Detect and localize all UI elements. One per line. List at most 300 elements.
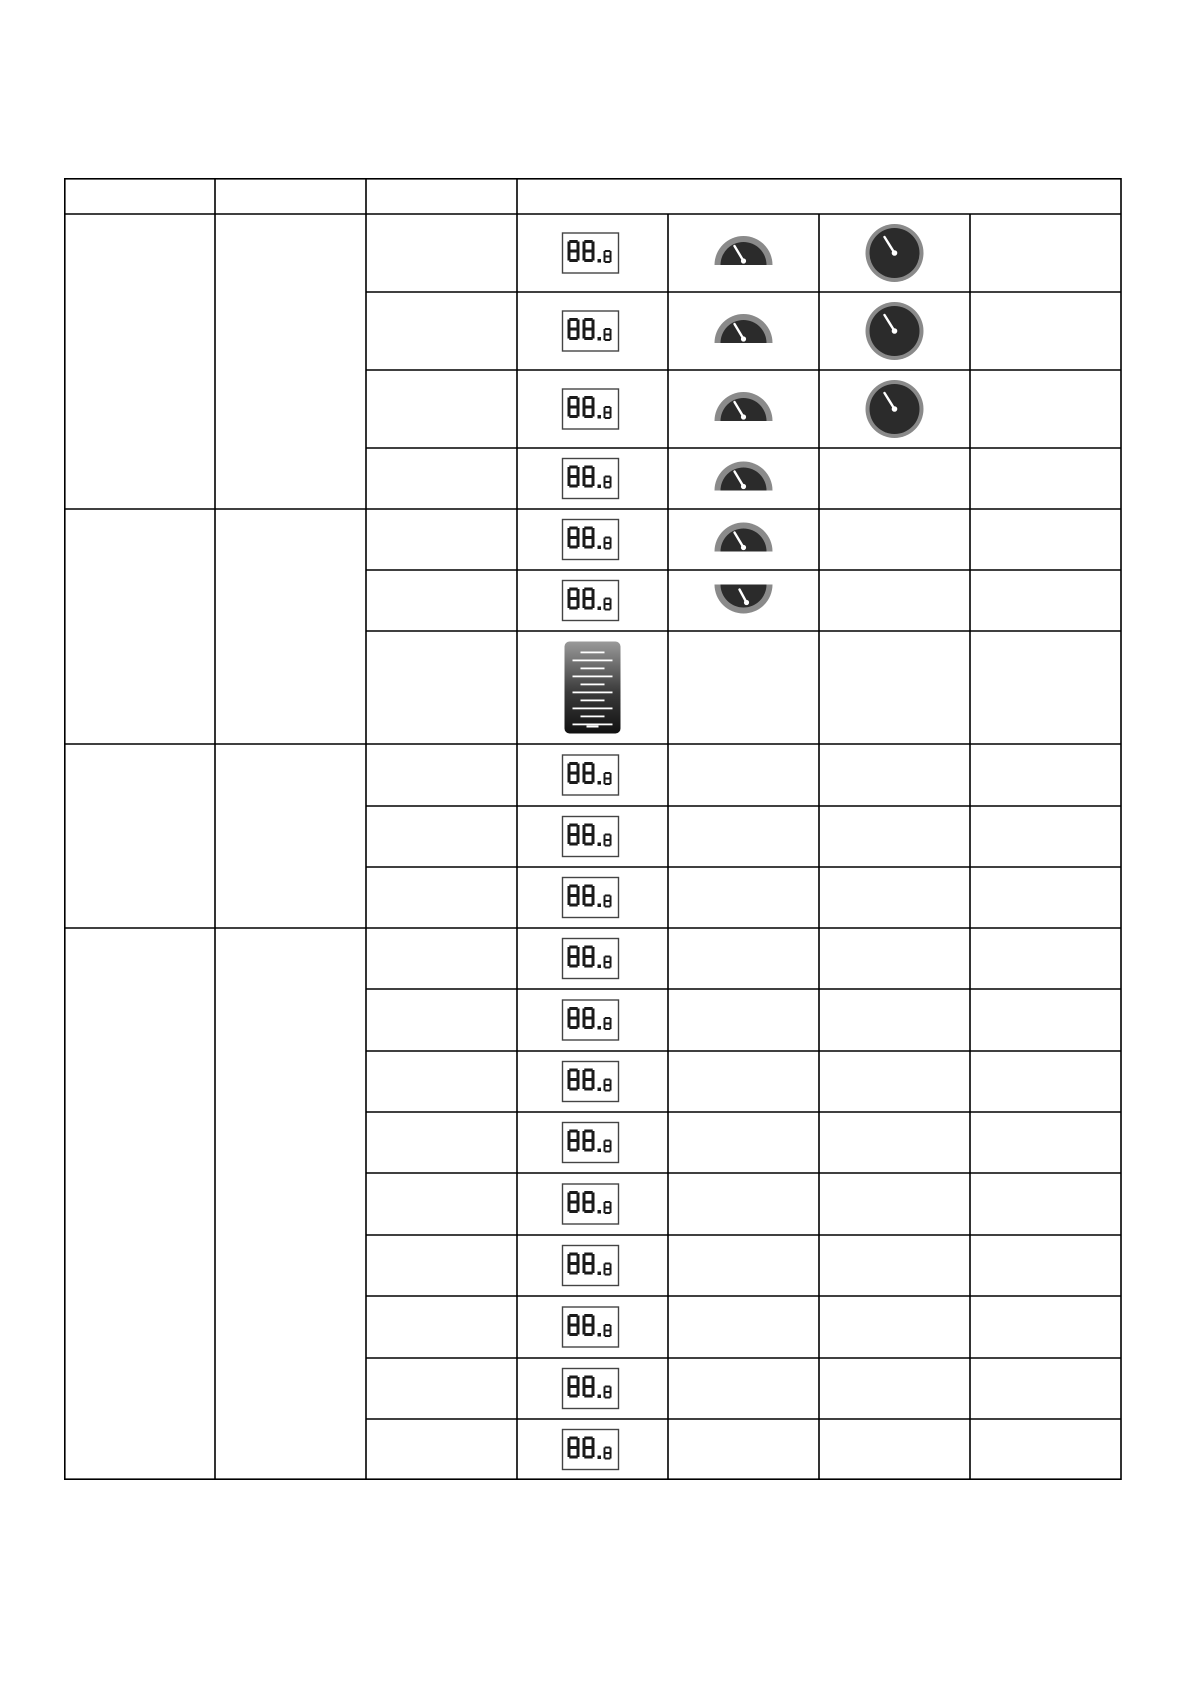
decimal-point: [598, 1456, 602, 1460]
segment: [568, 538, 571, 548]
segment: [577, 1193, 580, 1203]
segment: [584, 1191, 592, 1194]
segment: [605, 250, 611, 252]
segment: [584, 824, 592, 827]
segment: [577, 1018, 580, 1028]
segment: [569, 588, 577, 591]
segment: [605, 1017, 611, 1019]
segment: [568, 947, 571, 957]
segment: [568, 320, 571, 330]
bar-body: [565, 642, 621, 734]
segment: [583, 538, 586, 548]
segment: [583, 398, 586, 408]
segment: [568, 1448, 571, 1458]
segment: [584, 1395, 592, 1398]
seven-segment-display-icon: [563, 1123, 619, 1163]
segment: [604, 957, 606, 963]
gauge-pivot: [741, 414, 746, 419]
segment: [583, 1131, 586, 1141]
decimal-point: [598, 259, 602, 263]
segment: [568, 764, 571, 774]
segment: [610, 835, 612, 841]
header-row: [64, 178, 1121, 214]
segment: [610, 962, 612, 968]
segment: [568, 477, 571, 487]
segment: [604, 773, 606, 779]
segment: [610, 1331, 612, 1337]
segment: [569, 1324, 577, 1327]
segment: [583, 764, 586, 774]
decimal-point: [598, 485, 602, 489]
segment: [584, 337, 592, 340]
seven-segment-display-icon: [563, 1430, 619, 1470]
segment: [583, 477, 586, 487]
segment: [604, 1208, 606, 1214]
segment: [568, 1254, 571, 1264]
segment: [604, 599, 606, 605]
segment: [569, 1069, 577, 1072]
segment: [592, 1264, 595, 1274]
segment: [592, 1193, 595, 1203]
segment: [583, 1438, 586, 1448]
segment: [577, 835, 580, 845]
segment: [568, 1264, 571, 1274]
segment: [569, 1437, 577, 1440]
segment: [610, 407, 612, 413]
segment: [584, 1333, 592, 1336]
segment: [605, 537, 611, 539]
segment: [583, 773, 586, 783]
segment: [605, 1386, 611, 1388]
segment: [584, 1088, 592, 1091]
segment: [592, 1080, 595, 1090]
segment: [605, 1028, 611, 1030]
segment: [604, 962, 606, 968]
segment: [592, 251, 595, 261]
half-dial-gauge-icon: [715, 236, 773, 265]
segment: [604, 482, 606, 488]
segment: [577, 1264, 580, 1274]
bar-tick: [573, 692, 613, 694]
segment: [604, 1269, 606, 1275]
segment: [584, 833, 592, 836]
segment: [604, 413, 606, 419]
segment: [610, 1146, 612, 1152]
segment: [604, 251, 606, 257]
gauge-pivot: [892, 328, 898, 334]
segment: [583, 242, 586, 252]
segment: [584, 1456, 592, 1459]
segment: [577, 1387, 580, 1397]
segment: [592, 1316, 595, 1326]
segment: [569, 259, 577, 262]
segment: [604, 543, 606, 549]
segment: [584, 1130, 592, 1133]
segment: [569, 1139, 577, 1142]
segment: [610, 329, 612, 335]
segment: [569, 485, 577, 488]
segment: [569, 415, 577, 418]
segment: [592, 1131, 595, 1141]
segment: [568, 251, 571, 261]
segment: [605, 1458, 611, 1460]
segment: [577, 947, 580, 957]
segment: [577, 1448, 580, 1458]
segment: [577, 825, 580, 835]
segment: [605, 412, 611, 414]
segment: [577, 957, 580, 967]
segment: [605, 1023, 611, 1025]
segment: [577, 1080, 580, 1090]
segment: [610, 1269, 612, 1275]
segment: [583, 1316, 586, 1326]
segment: [592, 1448, 595, 1458]
segment: [604, 779, 606, 785]
segment: [569, 406, 577, 409]
segment: [604, 1331, 606, 1337]
seven-segment-display-icon: [563, 459, 619, 499]
segment: [592, 947, 595, 957]
segment: [569, 885, 577, 888]
segment: [569, 536, 577, 539]
segment: [592, 320, 595, 330]
decimal-point: [598, 1149, 602, 1153]
segment: [605, 906, 611, 908]
segment: [610, 1208, 612, 1214]
segment: [605, 1145, 611, 1147]
gauge-pivot: [892, 250, 898, 256]
segment: [592, 764, 595, 774]
segment: [568, 1131, 571, 1141]
segment: [605, 1079, 611, 1081]
segment: [584, 1253, 592, 1256]
decimal-point: [598, 843, 602, 847]
segment: [592, 242, 595, 252]
segment: [569, 1262, 577, 1265]
segment: [568, 398, 571, 408]
segment: [584, 546, 592, 549]
segment: [569, 527, 577, 530]
segment: [584, 527, 592, 530]
segment: [605, 476, 611, 478]
segment: [610, 957, 612, 963]
decimal-point: [598, 607, 602, 611]
segment: [604, 840, 606, 846]
segment: [569, 1149, 577, 1152]
segment: [569, 894, 577, 897]
segment: [583, 896, 586, 906]
seven-segment-display-icon: [563, 817, 619, 857]
segment: [610, 543, 612, 549]
segment: [583, 1254, 586, 1264]
segment: [583, 1009, 586, 1019]
decimal-point: [598, 1210, 602, 1214]
bar-tick: [581, 652, 605, 654]
seven-segment-display-icon: [563, 311, 619, 351]
segment: [592, 957, 595, 967]
segment: [569, 1376, 577, 1379]
segment: [577, 1131, 580, 1141]
segment: [605, 783, 611, 785]
segment: [584, 1210, 592, 1213]
segment: [605, 256, 611, 258]
segment: [592, 407, 595, 417]
segment: [592, 1438, 595, 1448]
segment: [569, 475, 577, 478]
segment: [569, 240, 577, 243]
segment: [592, 1254, 595, 1264]
segment: [569, 1078, 577, 1081]
segment: [605, 334, 611, 336]
segment: [610, 538, 612, 544]
segment: [569, 328, 577, 331]
segment: [569, 546, 577, 549]
segment: [610, 482, 612, 488]
segment: [592, 773, 595, 783]
segment: [604, 477, 606, 483]
segment: [584, 396, 592, 399]
segment: [583, 1193, 586, 1203]
segment: [584, 536, 592, 539]
segment: [592, 589, 595, 599]
segment: [568, 1070, 571, 1080]
segment: [577, 773, 580, 783]
segment: [583, 1325, 586, 1335]
segment: [584, 466, 592, 469]
segment: [569, 762, 577, 765]
bar-tick: [573, 724, 613, 726]
segment: [605, 1212, 611, 1214]
segment: [569, 607, 577, 610]
segment: [584, 250, 592, 253]
segment: [584, 406, 592, 409]
segment: [577, 538, 580, 548]
segment: [584, 762, 592, 765]
segment: [577, 467, 580, 477]
segment: [592, 1325, 595, 1335]
segment: [610, 1392, 612, 1398]
segment: [592, 835, 595, 845]
segment: [605, 778, 611, 780]
segment: [604, 1453, 606, 1459]
segment: [577, 477, 580, 487]
segment: [568, 1080, 571, 1090]
segment: [604, 1325, 606, 1331]
segment: [610, 1387, 612, 1393]
segment: [584, 1139, 592, 1142]
segment: [568, 1202, 571, 1212]
segment: [605, 598, 611, 600]
segment: [604, 1080, 606, 1086]
segment: [610, 1018, 612, 1024]
segment: [584, 1437, 592, 1440]
gauge-pivot: [744, 600, 749, 605]
segment: [605, 603, 611, 605]
segment: [605, 1391, 611, 1393]
segment: [605, 1201, 611, 1203]
segment: [568, 896, 571, 906]
segment: [584, 965, 592, 968]
segment: [584, 318, 592, 321]
segment: [569, 1272, 577, 1275]
segment: [569, 904, 577, 907]
segment: [584, 485, 592, 488]
segment: [583, 1387, 586, 1397]
seven-segment-display-icon: [563, 1062, 619, 1102]
segment: [577, 1070, 580, 1080]
segment: [577, 1316, 580, 1326]
segment: [583, 1377, 586, 1387]
segment: [577, 251, 580, 261]
segment: [592, 825, 595, 835]
segment: [610, 901, 612, 907]
segment: [605, 261, 611, 263]
segment: [584, 955, 592, 958]
segment: [605, 339, 611, 341]
half-dial-gauge-icon: [715, 392, 773, 421]
decimal-point: [598, 1026, 602, 1030]
half-dial-gauge-icon: [715, 314, 773, 343]
segment: [583, 1202, 586, 1212]
segment: [583, 528, 586, 538]
segment: [583, 835, 586, 845]
segment: [569, 1088, 577, 1091]
vertical-bar-gauge-icon: [565, 642, 621, 734]
segment: [583, 1018, 586, 1028]
segment: [569, 1395, 577, 1398]
segment: [610, 1024, 612, 1030]
segment: [610, 604, 612, 610]
seven-segment-display-icon: [563, 389, 619, 429]
segment: [592, 1377, 595, 1387]
segment: [584, 1201, 592, 1204]
segment: [569, 833, 577, 836]
segment: [584, 1026, 592, 1029]
segment: [610, 335, 612, 341]
segment: [583, 407, 586, 417]
segment: [569, 396, 577, 399]
segment: [605, 487, 611, 489]
segment: [569, 824, 577, 827]
segment: [605, 1151, 611, 1153]
segment: [610, 896, 612, 902]
segment: [610, 779, 612, 785]
segment: [605, 772, 611, 774]
segment: [577, 589, 580, 599]
segment: [583, 1070, 586, 1080]
segment: [605, 839, 611, 841]
segment: [610, 773, 612, 779]
segment: [605, 406, 611, 408]
seven-segment-display-icon: [563, 1246, 619, 1286]
segment: [610, 477, 612, 483]
segment: [605, 1268, 611, 1270]
segment: [569, 318, 577, 321]
segment: [568, 589, 571, 599]
segment: [610, 1448, 612, 1454]
segment: [568, 528, 571, 538]
segment: [604, 1018, 606, 1024]
segment: [577, 1325, 580, 1335]
bar-tick: [581, 684, 605, 686]
segment: [583, 251, 586, 261]
segment: [568, 242, 571, 252]
half-dial-gauge-icon: [715, 462, 773, 491]
segment: [568, 773, 571, 783]
segment: [605, 900, 611, 902]
inverted-half-dial-gauge-icon: [715, 585, 773, 614]
bar-tick: [581, 668, 605, 670]
segment: [605, 609, 611, 611]
segment: [605, 548, 611, 550]
segment: [604, 1448, 606, 1454]
seven-segment-display-icon: [563, 1000, 619, 1040]
segment: [568, 467, 571, 477]
segment: [569, 955, 577, 958]
table-grid: [64, 178, 1122, 1483]
segment: [569, 250, 577, 253]
segment: [592, 398, 595, 408]
segment: [583, 957, 586, 967]
seven-segment-display-icon: [563, 878, 619, 918]
segment: [605, 1140, 611, 1142]
seven-segment-display-icon: [563, 233, 619, 273]
segment: [592, 467, 595, 477]
segment: [569, 772, 577, 775]
segment: [605, 1207, 611, 1209]
segment: [568, 1377, 571, 1387]
segment: [605, 328, 611, 330]
segment: [605, 1274, 611, 1276]
segment: [592, 477, 595, 487]
decimal-point: [598, 781, 602, 785]
segment: [605, 1452, 611, 1454]
segment: [584, 1007, 592, 1010]
segment: [569, 1210, 577, 1213]
decimal-point: [598, 1088, 602, 1092]
segment: [584, 240, 592, 243]
segment: [605, 417, 611, 419]
segment: [568, 825, 571, 835]
segment: [604, 604, 606, 610]
segment: [568, 1387, 571, 1397]
decimal-point: [598, 337, 602, 341]
segment: [583, 599, 586, 609]
segment: [569, 1007, 577, 1010]
segment: [569, 1446, 577, 1449]
segment: [610, 251, 612, 257]
segment: [569, 1130, 577, 1133]
segment: [604, 329, 606, 335]
segment: [584, 781, 592, 784]
segment: [610, 840, 612, 846]
half-dial-gauge-icon: [715, 523, 773, 552]
segment: [604, 1024, 606, 1030]
segment: [569, 946, 577, 949]
segment: [592, 1141, 595, 1151]
segment: [583, 329, 586, 339]
segment: [604, 1392, 606, 1398]
seven-segment-display-icon: [563, 755, 619, 795]
segment: [584, 1385, 592, 1388]
segment: [584, 1149, 592, 1152]
segment: [577, 1141, 580, 1151]
segment: [605, 1324, 611, 1326]
gauge-pivot: [741, 545, 746, 550]
decimal-point: [598, 904, 602, 908]
segment: [583, 947, 586, 957]
segment: [604, 1387, 606, 1393]
